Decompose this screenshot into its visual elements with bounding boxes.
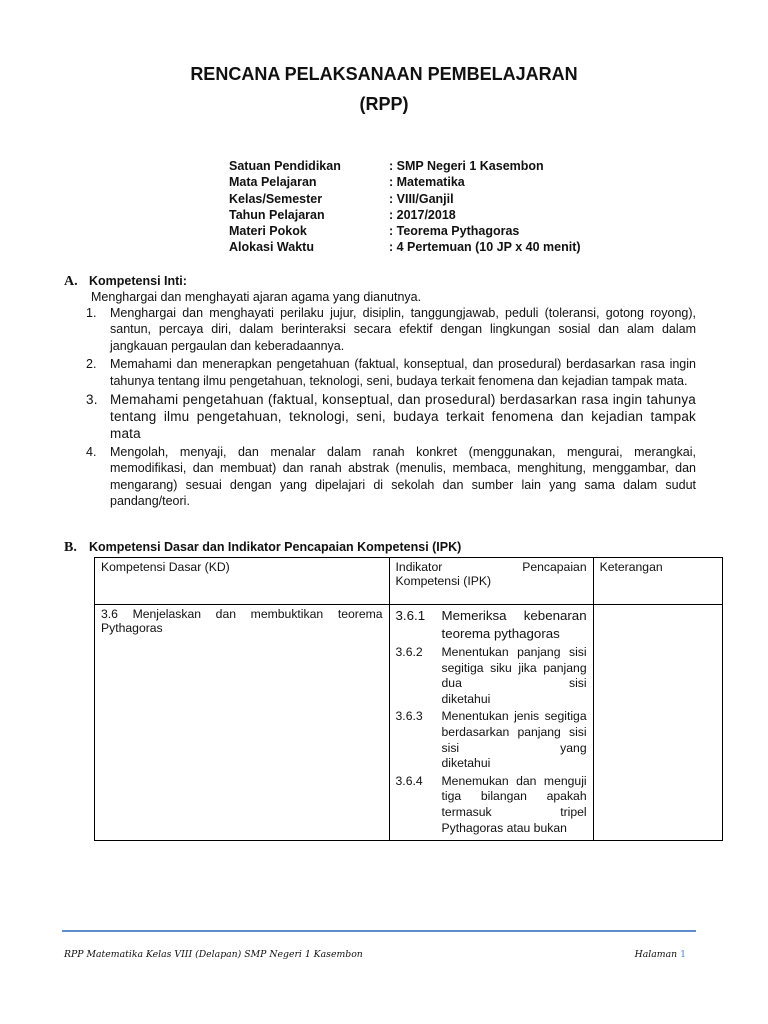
- meta-value: : SMP Negeri 1 Kasembon: [389, 159, 544, 173]
- footer-document-info: RPP Matematika Kelas VIII (Delapan) SMP Negeri 1 Kasembon: [64, 949, 363, 960]
- header-ipk-line1: [396, 560, 587, 574]
- list-text: Memahami pengetahuan (faktual, konseptual, dan prosedural) berdasarkan rasa ingin tahunya tentang ilmu pengetahuan, teknologi, seni, budaya terkait fenomena dan kejadian tampak mata: [110, 392, 696, 442]
- ipk-text-body: Menentukan jenis segitiga berdasarkan panjang sisi sisi yang: [441, 709, 587, 755]
- ipk-text-last: teorema pythagoras: [441, 626, 560, 641]
- header-keterangan: Keterangan: [593, 558, 722, 605]
- ipk-code: 3.6.1: [395, 608, 426, 623]
- list-item: [86, 305, 696, 354]
- table-row: [95, 605, 723, 841]
- list-number: 2.: [86, 357, 97, 372]
- meta-label: Kelas/Semester: [229, 191, 323, 206]
- header-ipk-word: Pencapaian: [522, 560, 587, 574]
- meta-row: [229, 191, 581, 207]
- section-letter: B.: [64, 540, 77, 555]
- table-header-row: [95, 558, 723, 605]
- list-text: Memahami dan menerapkan pengetahuan (faktual, konseptual, dan prosedural) berdasarkan rasa ingin tahunya tentang ilmu pengetahuan, teknologi, seni, budaya terkait fenomena dan kejadian tampak mata.: [110, 357, 696, 388]
- meta-row: [229, 158, 581, 174]
- footer-page-label: Halaman: [634, 949, 678, 960]
- kd-cell: 3.6 Menjelaskan dan membuktikan teorema Pythagoras: [95, 605, 390, 841]
- page-number: 1: [680, 949, 686, 960]
- ki-intro: Menghargai dan menghayati ajaran agama yang dianutnya.: [91, 290, 422, 304]
- identity-block: [229, 158, 581, 256]
- ipk-text: [442, 645, 587, 707]
- ipk-text-body: Menentukan panjang sisi segitiga siku jika panjang dua sisi: [441, 645, 587, 691]
- list-text: Menghargai dan menghayati perilaku jujur, disiplin, tanggungjawab, peduli (toleransi, gotong royong), santun, percaya diri, dalam berinteraksi secara efektif dengan lingkungan sosial dan alam dalam jangkauan pergaulan dan keberadaannya.: [110, 306, 696, 353]
- ki-list: [86, 305, 696, 512]
- list-item: [86, 391, 696, 442]
- ipk-code: 3.6.2: [395, 645, 423, 659]
- kd-ipk-table: [94, 557, 723, 841]
- ipk-text-body: Menemukan dan menguji tiga bilangan apakah termasuk tripel: [441, 773, 587, 819]
- document-title: RENCANA PELAKSANAAN PEMBELAJARAN: [190, 64, 578, 84]
- meta-value: : 4 Pertemuan (10 JP x 40 menit): [389, 240, 581, 255]
- section-title: Kompetensi Inti:: [89, 274, 187, 288]
- meta-row: [229, 174, 581, 190]
- header-ipk: [389, 558, 593, 605]
- list-item: [86, 356, 696, 389]
- footer-divider: [62, 930, 696, 932]
- list-number: 3.: [86, 392, 98, 408]
- ipk-code: 3.6.3: [395, 709, 423, 724]
- ipk-item: [396, 774, 587, 836]
- section-letter: A.: [64, 274, 78, 289]
- meta-label: Materi Pokok: [229, 224, 307, 239]
- meta-row: [229, 207, 581, 223]
- list-number: 4.: [86, 445, 97, 460]
- meta-value: : VIII/Ganjil: [389, 191, 454, 206]
- ipk-text: [442, 709, 587, 771]
- ipk-text-body: Memeriksa kebenaran: [441, 608, 587, 623]
- meta-row: [229, 223, 581, 239]
- section-a-heading: [64, 274, 187, 290]
- meta-value: : Teorema Pythagoras: [389, 224, 520, 239]
- ipk-text-last: Pythagoras atau bukan: [441, 820, 567, 835]
- list-text: Mengolah, menyaji, dan menalar dalam ranah konkret (menggunakan, mengurai, merangkai, memodifikasi, dan membuat) dan ranah abstrak (menulis, membaca, menghitung, menggambar, dan mengarang) sesuai dengan yang dipelajari di sekolah dan sumber lain yang sama dalam sudut pandang/teori.: [110, 445, 696, 509]
- ipk-item: [396, 645, 587, 707]
- meta-value: : Matematika: [389, 175, 465, 190]
- meta-value: : 2017/2018: [389, 207, 456, 222]
- footer-page-info: [635, 949, 686, 960]
- keterangan-cell: [593, 605, 722, 841]
- meta-row: [229, 239, 581, 255]
- ipk-code: 3.6.4: [395, 773, 423, 788]
- ipk-text: [442, 774, 587, 836]
- meta-label: Satuan Pendidikan: [229, 159, 341, 173]
- header-ipk-line2: Kompetensi (IPK): [395, 574, 492, 588]
- meta-label: Alokasi Waktu: [229, 240, 314, 255]
- ipk-cell: [389, 605, 593, 841]
- list-number: 1.: [86, 306, 97, 320]
- section-title: Kompetensi Dasar dan Indikator Pencapaian Kompetensi (IPK): [89, 540, 462, 554]
- ipk-item: [396, 607, 587, 643]
- header-kd: Kompetensi Dasar (KD): [95, 558, 390, 605]
- header-ipk-word: Indikator: [395, 560, 443, 574]
- meta-label: Mata Pelajaran: [229, 175, 317, 190]
- section-b-heading: [64, 540, 461, 556]
- ipk-text-last: diketahui: [441, 691, 491, 706]
- meta-label: Tahun Pelajaran: [229, 207, 325, 222]
- ipk-item: [396, 709, 587, 771]
- ipk-text-last: diketahui: [441, 756, 491, 771]
- document-subtitle: (RPP): [359, 94, 409, 114]
- ipk-text: [442, 607, 587, 643]
- list-item: [86, 444, 696, 510]
